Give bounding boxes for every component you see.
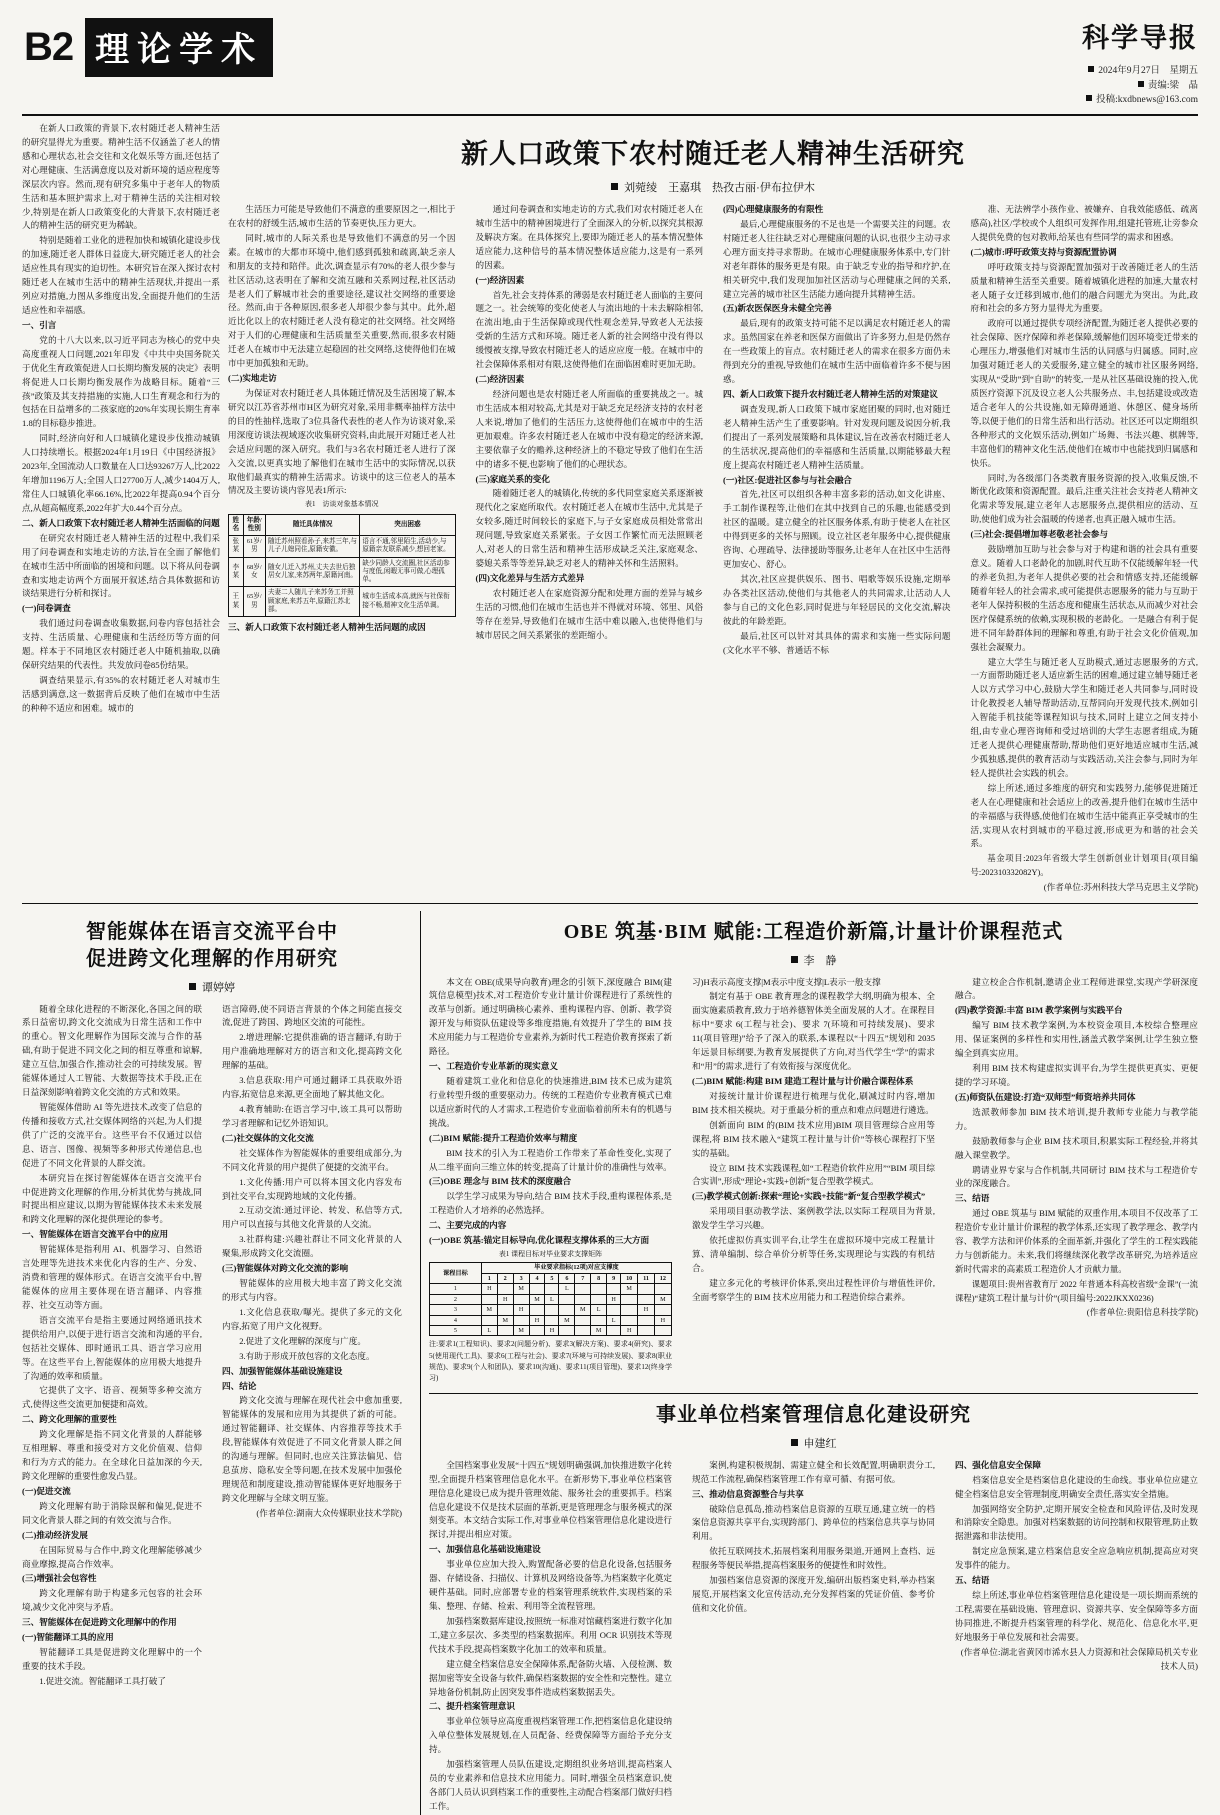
author-unit: (作者单位:湖南大众传媒职业技术学院) <box>256 1507 402 1518</box>
table-caption: 表1 访谈对象基本情况 <box>305 500 379 509</box>
table-row: 张某 61岁/男 随迁苏州照看孙子,来苏三年,与儿子儿媳同住,原籍安徽。 语言不通,邻里陌生,活动少,与原籍亲友联系减少,想回老家。 <box>229 536 456 557</box>
table-row: 5 L M H M H <box>430 1326 672 1336</box>
article-smart-media-byline: 谭婷婷 <box>22 979 402 995</box>
masthead-right <box>1082 18 1198 108</box>
right-stack <box>429 911 1198 1815</box>
table-subhead-row: 课程目标 毕业要求指标(12项)对应支撑度 <box>430 1263 672 1273</box>
table-row: 王某 65岁/男 夫妻二人随儿子来苏务工并照顾家庭,来苏五年,原籍江苏北部。 城市生活成本高,就医与社保衔接不畅,精神文化生活单调。 <box>229 587 456 617</box>
divider <box>22 903 1198 904</box>
table-row: 李某 68岁/女 随女儿迁入苏州,丈夫去世后独居女儿家,来苏两年,原籍河南。 缺少同龄人交流圈,社区活动参与度低,闲暇无事可做,心理孤单。 <box>229 557 456 587</box>
byline-bullet-icon <box>791 956 798 963</box>
author-unit: (作者单位:湖北省黄冈市浠水县人力资源和社会保障局机关专业技术人员) <box>960 1646 1198 1671</box>
article-main-col-1: 在新人口政策的背景下,农村随迁老人精神生活的研究显得尤为重要。精神生活不仅涵盖了老人的情感和心理状态,社会交往和文化娱乐等方面,还包括了对心理健康、生活满意度以及对新环境的适应程度等深层次内容。然而,现有研究多集中于老年人的物质生活和基本照护需求上,对于精神生活的关注相对较少,特别是在新人口政策变化的大背景下,农村随迁老人的精神生活的研究更为稀缺。 特别是随着工业化的进程加快和城镇化建设步伐的加速,随迁老人群体日益庞大,研究随迁老人的社会适应性具有现实的迫切性。本研究旨在深入探讨农村随迁老人在城市生活中的精神生活现状,并提出一系列应对措施,力图从多维度出发,全面提升他们的生活适应性和幸福感。 一、引言 党的十八大以来,以习近平同志为核心的党中央高度重视人口问题,2021年印发《中共中央国务院关于优化生育政策促进人口长期均衡发展的决定》表明将促进人口长期均衡发展作为战略目标。随着“三孩”政策及其支持措施的实施,人口生育观念和行为的包括在日益增多的二孩家庭的20%年实现长期生育率1.8的目标稳步推进。 同时,经济向好和人口城镇化建设步伐推动城镇人口持续增长。根据2024年1月19日《中国经济报》2023年,全国流动人口数量在人口达93267万人,比2022年增加1196万人;全国人口27700万人,减少1404万人,常住人口城镇化率66.16%,比2022年提高0.94个百分点,从超高幅度系,2022年扩大0.44个百分点。 二、新人口政策下农村随迁老人精神生活面临的问题 在研究农村随迁老人精神生活的过程中,我们采用了问卷调查和实地走访的方法,旨在全面了解他们在城市生活中所面临的困境和问题。以下将从问卷调查和实地走访两个方面展开叙述,结合具体数据和访谈结果进行分析和探讨。 (一)问卷调查 我们通过问卷调查收集数据,问卷内容包括社会支持、生活质量、心理健康和生活经历等方面的问题。样本于不同地区农村随迁老人中随机抽取,以确保研究结果的代表性。共发放问卷85份结果。 调查结果显示,有35%的农村随迁老人对城市生活感到满意,这一数据背后反映了他们在城市中生活的种种不适应和困难。城市的 <box>22 123 220 713</box>
article-obe-bim <box>429 919 1198 1386</box>
article-smart-media-col-1: 随着全球化进程的不断深化,各国之间的联系日益密切,跨文化交流成为日常生活和工作中的重心。智文化理解作为国际交流与合作的基础,有助于促进不同文化之间的相互尊重和谅解,建立互信,加强合作,推动社会的可持续发展。智能媒体通过人工智能、大数据等技术手段,正在日益深刻影响着跨文化交流的方式和效果。 智能媒体借助 AI 等先进技术,改变了信息的传播和接收方式,社交媒体网络的兴起,为人们提供了广泛的交流平台。这些平台不仅通过以信息、语言、图像、视频等多种形式传递信息,也促进了不同文化背景的人群交流。 本研究旨在探讨智能媒体在语言交流平台中促进跨文化理解的作用,分析其优势与挑战,同时提出相应建议,以期为智能媒体技术未来发展和跨文化理解的深化提供理论的参考。 一、智能媒体在语言交流平台中的应用 智能媒体是指利用 AI、机器学习、自然语言处理等先进技术来优化内容的生产、分发、消费和管理的媒体形式。在语言交流平台中,智能媒体的应用主要体现在语言翻译、内容推荐、社交互动等方面。 语言交流平台是指主要通过网络通讯技术提供给用户,以便于进行语言交流和沟通的平台,包括社交媒体、即时通讯工具、语言学习应用等。在这些平台上,智能媒体的应用极大地提升了沟通的效率和质量。 它提供了文字、语音、视频等多种交流方式,使得这些交流更加便捷和高效。 二、跨文化理解的重要性 跨文化理解是指不同文化背景的人群能够互相理解、尊重和接受对方文化价值观、信仰和行为方式的能力。在全球化日益加深的今天,跨文化理解的重要性愈发凸显。 (一)促进交流 跨文化理解有助于消除误解和偏见,促进不同文化背景人群之间的有效交流与合作。 (二)推动经济发展 在国际贸易与合作中,跨文化理解能够减少商业摩擦,提高合作效率。 (三)增强社会包容性 跨文化理解有助于构建多元包容的社会环境,减少文化冲突与矛盾。 三、智能媒体在促进跨文化理解中的作用 (一)智能翻译工具的应用 智能翻译工具是促进跨文化理解中的一个重要的技术手段。 1.促进交流。智能翻译工具打破了 <box>22 1003 202 1686</box>
article-main-byline: 刘菀绫 王嘉琪 热孜古丽·伊布拉伊木 <box>228 179 1198 195</box>
byline-bullet-icon <box>791 1439 798 1446</box>
bullet-icon <box>1088 66 1094 72</box>
bullet-icon <box>1086 95 1092 101</box>
masthead-meta <box>1082 64 1198 108</box>
table-header-row: 1 2 3 4 5 6 7 8 9 10 11 12 <box>430 1273 672 1283</box>
author-unit: (作者单位:贵阳信息科技学院) <box>1086 1307 1198 1318</box>
th-situation: 随迁具体情况 <box>265 514 359 535</box>
interview-table <box>228 514 456 617</box>
divider <box>429 1393 1198 1394</box>
article-archives-col-2: 案例,构建积极规制、需建立健全和长效配置,明确职责分工,规范工作流程,确保档案管理工作有章可循、有据可依。 三、推动信息资源整合与共享 破除信息孤岛,推动档案信息资源的互联互通,建立统一的档案信息资源共享平台,实现跨部门、跨单位的档案信息共享与协同利用。 依托互联网技术,拓展档案利用服务渠道,开通网上查档、远程服务等便民举措,提高档案服务的便捷性和时效性。 加强档案信息资源的深度开发,编研出版档案史料,举办档案展览,开展档案文化宣传活动,充分发挥档案的凭证价值、参考价值和文化价值。 <box>692 1459 935 1613</box>
article-archives-byline: 申建红 <box>429 1435 1198 1451</box>
table-row: 1 H M L M <box>430 1284 672 1294</box>
article-obe-bim-col-2: 习)H表示高度支撑|M表示中度支撑|L表示一般支撑 制定有基于 OBE 教育理念的课程教学大纲,明确为根本、全面实施素质教育,致力于培养德智体美全面发展的人才。在课程目标中“要求 6(工程与社会)、要求 7(环境和可持续发展)、要求 11(项目管理)”给予了深入的联系,本课程以“十四五”规划和 2035 年远景目标纲要,为教育发展提供了方向,对当代学生“学”的需求和“用”的需求,进行了有效衔接与深度优化。 (二)BIM 赋能:构建 BIM 建造工程计量与计价融合课程体系 对接统计量计价课程进行梳理与优化,刷减过时内容,增加 BIM 技术相关模块。对于重最分析的重点和难点问题进行遴选。 创新面向 BIM 的(BIM 技术应用)BIM 项目管理综合应用等课程,将 BIM 技术融入“建筑工程计量与计价”等核心课程打下坚实的基础。 设立 BIM 技术实践课程,如“工程造价软件应用”“BIM 项目综合实训”,形成“理论+实践+创新”复合型教学模式。 (三)教学模式创新:探索“理论+实践+技能”新“复合型教学模式” 采用项目驱动教学法、案例教学法,以实际工程项目为背景,激发学生学习兴趣。 依托虚拟仿真实训平台,让学生在虚拟环境中完成工程量计算、清单编制、综合单价分析等任务,实现理论与实践的有机结合。 建立多元化的考核评价体系,突出过程性评价与增值性评价,全面考察学生的 BIM 技术应用能力和工程造价综合素养。 <box>692 976 935 1302</box>
article-archives-col-1: 全国档案事业发展“十四五”规划明确强调,加快推进数字化转型,全面提升档案管理信息化水平。在新形势下,事业单位档案管理信息化建设已成为提升管理效能、服务社会的重要抓手。档案信息化建设不仅是技术层面的革新,更是管理理念与服务模式的深刻变革。本文结合实际工作,对事业单位档案管理信息化建设进行探讨,并提出相应对策。 一、加强信息化基础设施建设 事业单位应加大投入,购置配备必要的信息化设备,包括服务器、存储设备、扫描仪、计算机及网络设备等,为档案数字化奠定硬件基础。同时,应部署专业的档案管理系统软件,实现档案的采集、整理、存储、检索、利用等全流程管理。 加强档案数据库建设,按照统一标准对馆藏档案进行数字化加工,建立多层次、多类型的档案数据库。利用 OCR 识别技术等现代技术手段,提高档案数字化加工的效率和质量。 建立健全档案信息安全保障体系,配备防火墙、入侵检测、数据加密等安全设备与软件,确保档案数据的安全性和完整性。建立异地备份机制,防止因突发事件造成档案数据丢失。 二、提升档案管理意识 事业单位领导应高度重视档案管理工作,把档案信息化建设纳入单位整体发展规划,在人员配备、经费保障等方面给予充分支持。 加强档案管理人员队伍建设,定期组织业务培训,提高档案人员的专业素养和信息技术应用能力。同时,增强全员档案意识,使各部门人员认识到档案工作的重要性,主动配合档案部门做好归档工作。 <box>429 1459 672 1811</box>
article-obe-bim-col-3: 建立校企合作机制,邀请企业工程师进课堂,实现产学研深度融合。 (四)教学资源:丰富 BIM 教学案例与实践平台 编写 BIM 技术教学案例,为本校资金项目,本校综合整理应用、保证案例的多样性和实用性,涵盖式教学案例,让学生独立整编全到真实应用。 利用 BIM 技术构建虚拟实训平台,为学生提供更真实、更便捷的学习环境。 (五)师资队伍建设:打造“双师型”师资培养共同体 选派教师参加 BIM 技术培训,提升教师专业能力与教学能力。 鼓励教师参与企业 BIM 技术项目,积累实际工程经验,并将其融入课堂教学。 聘请业界专家与合作机制,共同研讨 BIM 技术与工程造价专业的深度融合。 三、结语 通过 OBE 筑基与 BIM 赋能的双重作用,本项目不仅改革了工程造价专业计量计价课程的教学体系,还实现了教学理念、教学内容、教学方法和评价体系的全面革新,并强化了学生的工程实践能力与创新能力。未来,我们将继续深化教学改革研究,为培养适应新时代需求的高素质工程造价人才贡献力量。 课题项目:贵州省教育厅 2022 年普通本科高校省级“金课”(一流课程)“建筑工程计量与计价”(项目编号:2022JKXX0236) (作者单位:贵阳信息科技学院) <box>945 976 1198 1386</box>
author-unit: (作者单位:苏州科技大学马克思主义学院) <box>1043 881 1198 892</box>
table-note: 注:要求1(工程知识)、要求2(问题分析)、要求3(解决方案)、要求4(研究)、要求5(使用现代工具)、要求6(工程与社会)、要求7(环境与可持续发展)、要求8(职业规范)、要求9(个人和团队)、要求10(沟通)、要求11(项目管理)、要求12(终身学习) <box>429 1340 672 1383</box>
submission-email: 投稿:kxdbnews@163.com <box>1096 95 1198 106</box>
article-obe-bim-headline: OBE 筑基·BIM 赋能:工程造价新篇,计量计价课程范式 <box>563 920 1064 943</box>
article-main-col-2: 生活压力可能是导致他们不满意的重要原因之一,相比于在农村的舒缓生活,城市生活的节奏更快,压力更大。 同时,城市的人际关系也是导致他们不满意的另一个因素。在城市的大都市环境中,他们感到孤独和疏离,缺乏亲人和朋友的支持和陪伴。此次,调查显示有70%的老人很少参与社区活动,这表明在了解和交流互融和关系网过程,社区活动是老人们了解城市社会的重要途径,建议社交网络的重要途径。然而,由于各种原因,很多老人却很少参与其中。此外,超近比化以上的农村随迁老人没有稳定的社交网络。社交网络对于人们的心理健康和生活质量至关重要,然而,很多农村随迁老人在城市中无法建立起稳固的社交网络,这使得他们在城市中更加孤独和无助。 (二)实地走访 为保证对农村随迁老人具体随迁情况及生活困境了解,本研究以江苏省苏州市H区为研究对象,采用非概率抽样方法中的目的性抽样,选取了3位具备代表性的老人作为访谈对象,采用深度访谈法视域逐次收集研究资料,由此展开对随迁老人社会适应问题的深入研究。我们与3名农村随迁老人进行了深入交流,以更真实地了解他们在城市生活中的实际情况,以获取他们最真实的精神生活需求。访谈中的这三位老人的基本情况及主要访谈内容见表1所示: 表1 访谈对象基本情况 姓名 年龄/性别 随迁具体情况 突出困惑 张某 61岁/男 随迁苏州照看孙子,来苏三年,与儿子儿媳同住,原籍安徽。 语言不通,邻里陌生,活动少,与原籍亲友联系减少,想回老家。 李某 68岁/女 随女儿迁入苏州,丈夫去世后独居女儿家,来苏两年,原籍河南。 缺少同龄人交流圈,社区活动参与度低,闲暇无事可做,心理孤单。 王某 65岁/男 夫妻二人随儿子来苏务工并照顾家庭,来苏五年,原籍江苏北部。 城市生活成本高,就医与社保衔接不畅,精神文化生活单调。 三、新人口政策下农村随迁老人精神生活问题的成因 <box>228 204 456 633</box>
bullet-icon <box>1138 81 1144 87</box>
vertical-divider <box>420 911 421 1815</box>
article-main-col-4: (四)心理健康服务的有限性 最后,心理健康服务的不足也是一个需要关注的问题。农村随迁老人往往缺乏对心理健康问题的认识,也很少主动寻求心理方面支持寻求帮助。在城市心理健康服务体系中,专门针对老年群体的服务更是有限。由于缺乏专业的指导和疗护,在相关研究中,我们发现加加社区活动与心理健康之间的关系,建立完善的城市社区生活能力通向提升其精神生活。 (五)新农医保医身未健全完善 最后,现有的政策支持可能不足以满足农村随迁老人的需求。虽然国家在养老和医保方面做出了许多努力,但是仍然存在一些政策上的盲点。农村随迁老人的需求在很多方面仍未得到充分的重视,导致他们在城市生活中面临着许多不便与困惑。 四、新人口政策下提升农村随迁老人精神生活的对策建议 调查发现,新人口政策下城市家庭团聚的同时,也对随迁老人精神生活产生了重要影响。针对发现问题及说因分析,我们提出了一系列发展策略和具体建议,旨在改善农村随迁老人的生活状况,提高他们的幸福感和生活质量,以期能够最大程度上提高农村随迁老人精神生活质量。 (一)社区:促进社区参与与社会融合 首先,社区可以组织各种丰富多彩的活动,如文化讲座、手工制作课程等,让他们在其中找到自己的乐趣,也能感受到社区的温暖。建立健全的社区服务体系,有助于使老人在社区中得到更多的关怀与照顾。设立社区老年服务中心,提供健康咨询、心理疏导、法律援助等服务,让老年人在社区中生活得更加安心、舒心。 其次,社区应提供娱乐、图书、唱歌等娱乐设施,定期举办各类社区活动,使他们与其他老人的共同需求,让活动人人参与自己的文化色彩,同时促进与年轻居民的文化交流,解决彼此的年龄差距。 最后,社区可以针对其具体的需求和实施一些实际问题(文化水平不够、普通话不标 <box>723 204 951 655</box>
th-name: 姓名 <box>229 514 244 535</box>
article-archives-col-3: 四、强化信息安全保障 档案信息安全是档案信息化建设的生命线。事业单位应建立健全档案信息安全管理制度,明确安全责任,落实安全措施。 加强网络安全防护,定期开展安全检查和风险评估,及时发现和消除安全隐患。加强对档案数据的访问控制和权限管理,防止数据泄露和非法使用。 制定应急预案,建立档案信息安全应急响应机制,提高应对突发事件的能力。 五、结语 综上所述,事业单位档案管理信息化建设是一项长期而系统的工程,需要在基础设施、管理意识、资源共享、安全保障等多方面协同推进,不断提升档案管理的科学化、规范化、信息化水平,更好地服务于单位发展和社会需要。 (作者单位:湖北省黄冈市浠水县人力资源和社会保障局机关专业技术人员) <box>945 1459 1198 1815</box>
editor-line: 责编:梁 晶 <box>1147 80 1198 91</box>
article-obe-bim-col-1: 本文在 OBE(成果导向教育)理念的引领下,深度融合 BIM(建筑信息模型)技术,对工程造价专业计量计价课程进行了系统性的改革与创新。通过明确核心素养、重构课程内容、创新、教学资源开发与师资队伍建设等多维度措施,有效提升了学生的 BIM 技术应用能力与工程造价专业素养,为新时代工程造价教育探索了新路径。 一、工程造价专业革新的现实意义 随着建筑工业化和信息化的快速推进,BIM 技术已成为建筑行业转型升级的重要驱动力。传统的工程造价专业教育模式已难以适应新时代的人才需求,工程造价专业面临着前所未有的机遇与挑战。 (二)BIM 赋能:提升工程造价效率与精度 BIM 技术的引入为工程造价工作带来了革命性变化,实现了从二维平面向三维立体的转变,提高了计量计价的准确性与效率。 (三)OBE 理念与 BIM 技术的深度融合 以学生学习成果为导向,结合 BIM 技术手段,重构课程体系,是工程造价人才培养的必然选择。 二、主要完成的内容 (一)OBE 筑基:锚定目标导向,优化课程支撑体系的三大方面 表1 课程目标对毕业要求支撑矩阵 课程目标 毕业要求指标(12项)对应支撑度 1 2 3 4 5 6 7 8 9 10 11 12 1 H M L M 2 H M L H M 3 M H M L H 4 M H M L H 5 L M H M H 注:要求1(工程知识)、要求2(问题分析)、要求3(解决方案)、要求4(研究)、要求5(使用现代工具)、要求6(工程与社会)、要求7(环境与可持续发展)、要求8(职业规范)、要求9(个人和团队)、要求10(沟通)、要求11(项目管理)、要求12(终身学习) <box>429 976 682 1386</box>
article-smart-media-col-2: 语言障碍,使不同语言背景的个体之间能直接交流,促进了跨国、跨地区交流的可能性。 2.增进理解:它提供准确的语言翻译,有助于用户准确地理解对方的语言和文化,提高跨文化理解的基础。 3.信息获取:用户可通过翻译工具获取外语内容,拓宽信息来源,更全面地了解其他文化。 4.教育辅助:在语言学习中,该工具可以帮助学习者理解和记忆外语知识。 (二)社交媒体的文化交流 社交媒体作为智能媒体的重要组成部分,为不同文化背景的用户提供了便捷的交流平台。 1.文化传播:用户可以将本国文化内容发布到社交平台,实现跨地域的文化传播。 2.互动交流:通过评论、转发、私信等方式,用户可以直接与其他文化背景的人交流。 3.社群构建:兴趣社群让不同文化背景的人聚集,形成跨文化交流圈。 (三)智能媒体对跨文化交流的影响 智能媒体的应用极大地丰富了跨文化交流的形式与内容。 1.文化信息获取/曝光。提供了多元的文化内容,拓宽了用户文化视野。 2.促进了文化理解的深度与广度。 3.有助于形成开放包容的文化态度。 四、加强智能媒体基础设施建设 四、结论 跨文化交流与理解在现代社会中愈加重要,智能媒体的发展和应用为其提供了新的可能。通过智能翻译、社交媒体、内容推荐等技术手段,智能媒体有效促进了不同文化背景人群之间的沟通与理解。但同时,也应关注算法偏见、信息茧房、隐私安全等问题,在技术发展中加强伦理规范和制度建设,推动智能媒体更好地服务于跨文化理解与全球文明互鉴。 (作者单位:湖南大众传媒职业技术学院) <box>212 1003 402 1690</box>
table-row: 2 H M L H M <box>430 1294 672 1304</box>
th-problem: 突出困惑 <box>360 514 455 535</box>
article-main <box>22 122 1198 896</box>
article-smart-media-headline: 智能媒体在语言交流平台中 促进跨文化理解的作用研究 <box>86 920 338 970</box>
article-main-col-3: 通过问卷调查和实地走访的方式,我们对农村随迁老人在城市生活中的精神困境进行了全面深入的分析,以探究其根源及解决方案。在具体探究上,要即为随迁老人的基本情况整体适应能力,这种信号的基本情况整体适应能力,这是有一系列的因素。 (一)经济因素 首先,社会支持体系的薄弱是农村随迁老人面临的主要问题之一。社会统筹的变化使老人与流出地的十未去解除相邻,在流出地,由于生活保障或现代性观念差异,导致老人无法接受新的生活方式和环境。随迁老人新的社会网络中没有得以缓慢被支撑,导致农村随迁老人的适应应度一般。在城市中的社会保障体系相对有限,这使得他们在面临困难时更加无助。 (二)经济因素 经济问题也是农村随迁老人所面临的重要挑战之一。城市生活成本相对较高,尤其是对于缺乏充足经济支持的农村老人来说,增加了他们的生活压力,这使得他们在城市中的生活更加艰难。许多农村随迁老人在城市中没有稳定的经济来源,主要依靠子女的赡养,这种经济上的不稳定导致了他们在生活中的诸多不便,也影响了他们的心理状态。 (三)家庭关系的变化 随着随迁老人的城镇化,传统的多代同堂家庭关系逐渐被现代化之家庭所取代。农村随迁老人在城市生活中,尤其是子女较多,随迁时间较长的家庭下,与子女家庭成员相处常常出现问题,导致家庭关系紧张。子女因工作繁忙而无法照顾老人,对老人的日常生活和精神生活形成缺乏关注,家庭观念、婆媳关系等等差异,缺乏对老人的精神关怀和生活照料。 (四)文化差异与生活方式差异 农村随迁老人在家庭资源分配和处理方面的差异与城乡生活的习惯,他们在城市生活也并不得就对环境、邻里、风俗等存在差异,导致他们在城市生活中难以融入,也使得他们与城市居民之间关系紧张的差距缩小。 <box>475 204 703 640</box>
course-matrix-table <box>429 1262 672 1336</box>
fund-note: 基金项目:2023年省级大学生创新创业计划项目(项目编号:202310332082Y)。 <box>970 854 1198 878</box>
table-row: 3 M H M L H <box>430 1305 672 1315</box>
section-title: 理论学术 <box>85 18 273 77</box>
table-caption: 表1 课程目标对毕业要求支撑矩阵 <box>498 1250 603 1259</box>
page-number: B2 <box>24 25 74 69</box>
article-main-body <box>228 122 1198 896</box>
masthead <box>22 18 1198 116</box>
table-row: 4 M H M L H <box>430 1315 672 1325</box>
masthead-left <box>22 18 273 77</box>
th-age: 年龄/性别 <box>243 514 265 535</box>
issue-date: 2024年9月27日 星期五 <box>1098 65 1198 76</box>
article-archives <box>429 1402 1198 1815</box>
paper-name: 科学导报 <box>1082 23 1198 53</box>
table-header-row <box>229 514 456 535</box>
lower-zone <box>22 911 1198 1815</box>
article-obe-bim-byline: 李 静 <box>429 952 1198 968</box>
article-main-col-5: 准、无法辨学小孩作业、被嫌弃、自我效能感低、疏离感高),社区/学校或个人组织可发挥作用,组建托管班,让旁参众人提供免费的包对教师,给某也有些同学的需求和困惑。 (二)城市:呼吁政策支持与资源配置协调 呼吁政策支持与资源配置加强对于改善随迁老人的生活质量和精神生活至关重要。随着城镇化进程的加速,大量农村老人随子女迁移到城市,他们的融合问题尤为突出。为此,政府和社会的多方努力显得尤为重要。 政府可以通过提供专项经济配置,为随迁老人提供必要的社会保障、医疗保障和养老保障,缓解他们因环境变迁带来的心理压力,增强他们对城市生活的认同感与归属感。同时,应加强对随迁老人的关爱服务,建立健全的城市社区服务网络,实现从“受助”到“自助”的转变,一是从社区基础设施的投入,优质医疗资源下沉及设立老人公共服务点、丰,包括建设或改造适合老年人的公共设施,如无障碍通道、休憩区、健身场所等,以便于他们的日常生活和出行活动。社区还可以定期组织各种形式的文化娱乐活动,例如广场舞、书法兴趣、棋牌等,丰富他们的精神文化生活,使他们在城市中也能找到归属感和快乐。 同时,为各级部门各类教育服务资源的投入,收集反馈,不断优化政策和资源配置。最后,注重关注社会支持老人精神文化需求等发展,建立老年人志愿服务点,提供相应的活动、互助,使他们成为社会温暖的传递者,也真正融入城市生活。 (三)社会:提倡增加尊老敬老社会参与 鼓励增加互助与社会参与对于构建和谐的社会具有重要意义。随着人口老龄化的加剧,时代互助不仅能缓解年轻一代的养老负担,为老年人提供必要的社会和情感支持,还能缓解随着年轻人的社会需求,或可能提供志愿服务的能力与互助于老年人保持积极的生活态度和健康生活状态,从而减少对社会医疗保健系统的依赖,实现积极的老龄化。一是融合有利于促进不同年龄群体间的理解和尊重,有助于社会文化价值观,加强社会凝聚力。 建立大学生与随迁老人互助模式,通过志愿服务的方式,一方面帮助随迁老人适应新生活的困难,通过建立辅导随迁老人以方式学习中心,鼓励大学生和随迁老人共同参与,同时设计化教授老人辅导帮助活动,互帮同向开发现代技术,例如引入智能手机技能等课程知识与技术,同时上建立之间支持小组,由专业心理咨询师和受过培训的大学生志愿者组成,为随迁老人提供心理健康帮助,帮助他们更好地适应城市生活,减少孤独感,提供的教育活动与实践活动,关注会参与,同时为年轻人提供社会实践的机会。 综上所述,通过多维度的研究和实践努力,能够促进随迁老人在心理健康和社会适应上的改善,提升他们在城市生活中的幸福感与获得感,使他们在城市生活中能真正享受城市的生活,实现从农村到城市的平稳过渡,形成更为和谐的社会关系。 基金项目:2023年省级大学生创新创业计划项目(项目编号:202310332082Y)。 (作者单位:苏州科技大学马克思主义学院) <box>961 203 1199 896</box>
fund-note: 课题项目:贵州省教育厅 2022 年普通本科高校省级“金课”(一流课程)“建筑工程计量与计价”(项目编号:2022JKXX0236) <box>955 1279 1198 1303</box>
article-main-headline: 新人口政策下农村随迁老人精神生活研究 <box>461 139 965 169</box>
byline-bullet-icon <box>611 183 618 190</box>
byline-bullet-icon <box>189 983 196 990</box>
article-smart-media <box>22 911 412 1815</box>
article-archives-headline: 事业单位档案管理信息化建设研究 <box>656 1403 971 1426</box>
